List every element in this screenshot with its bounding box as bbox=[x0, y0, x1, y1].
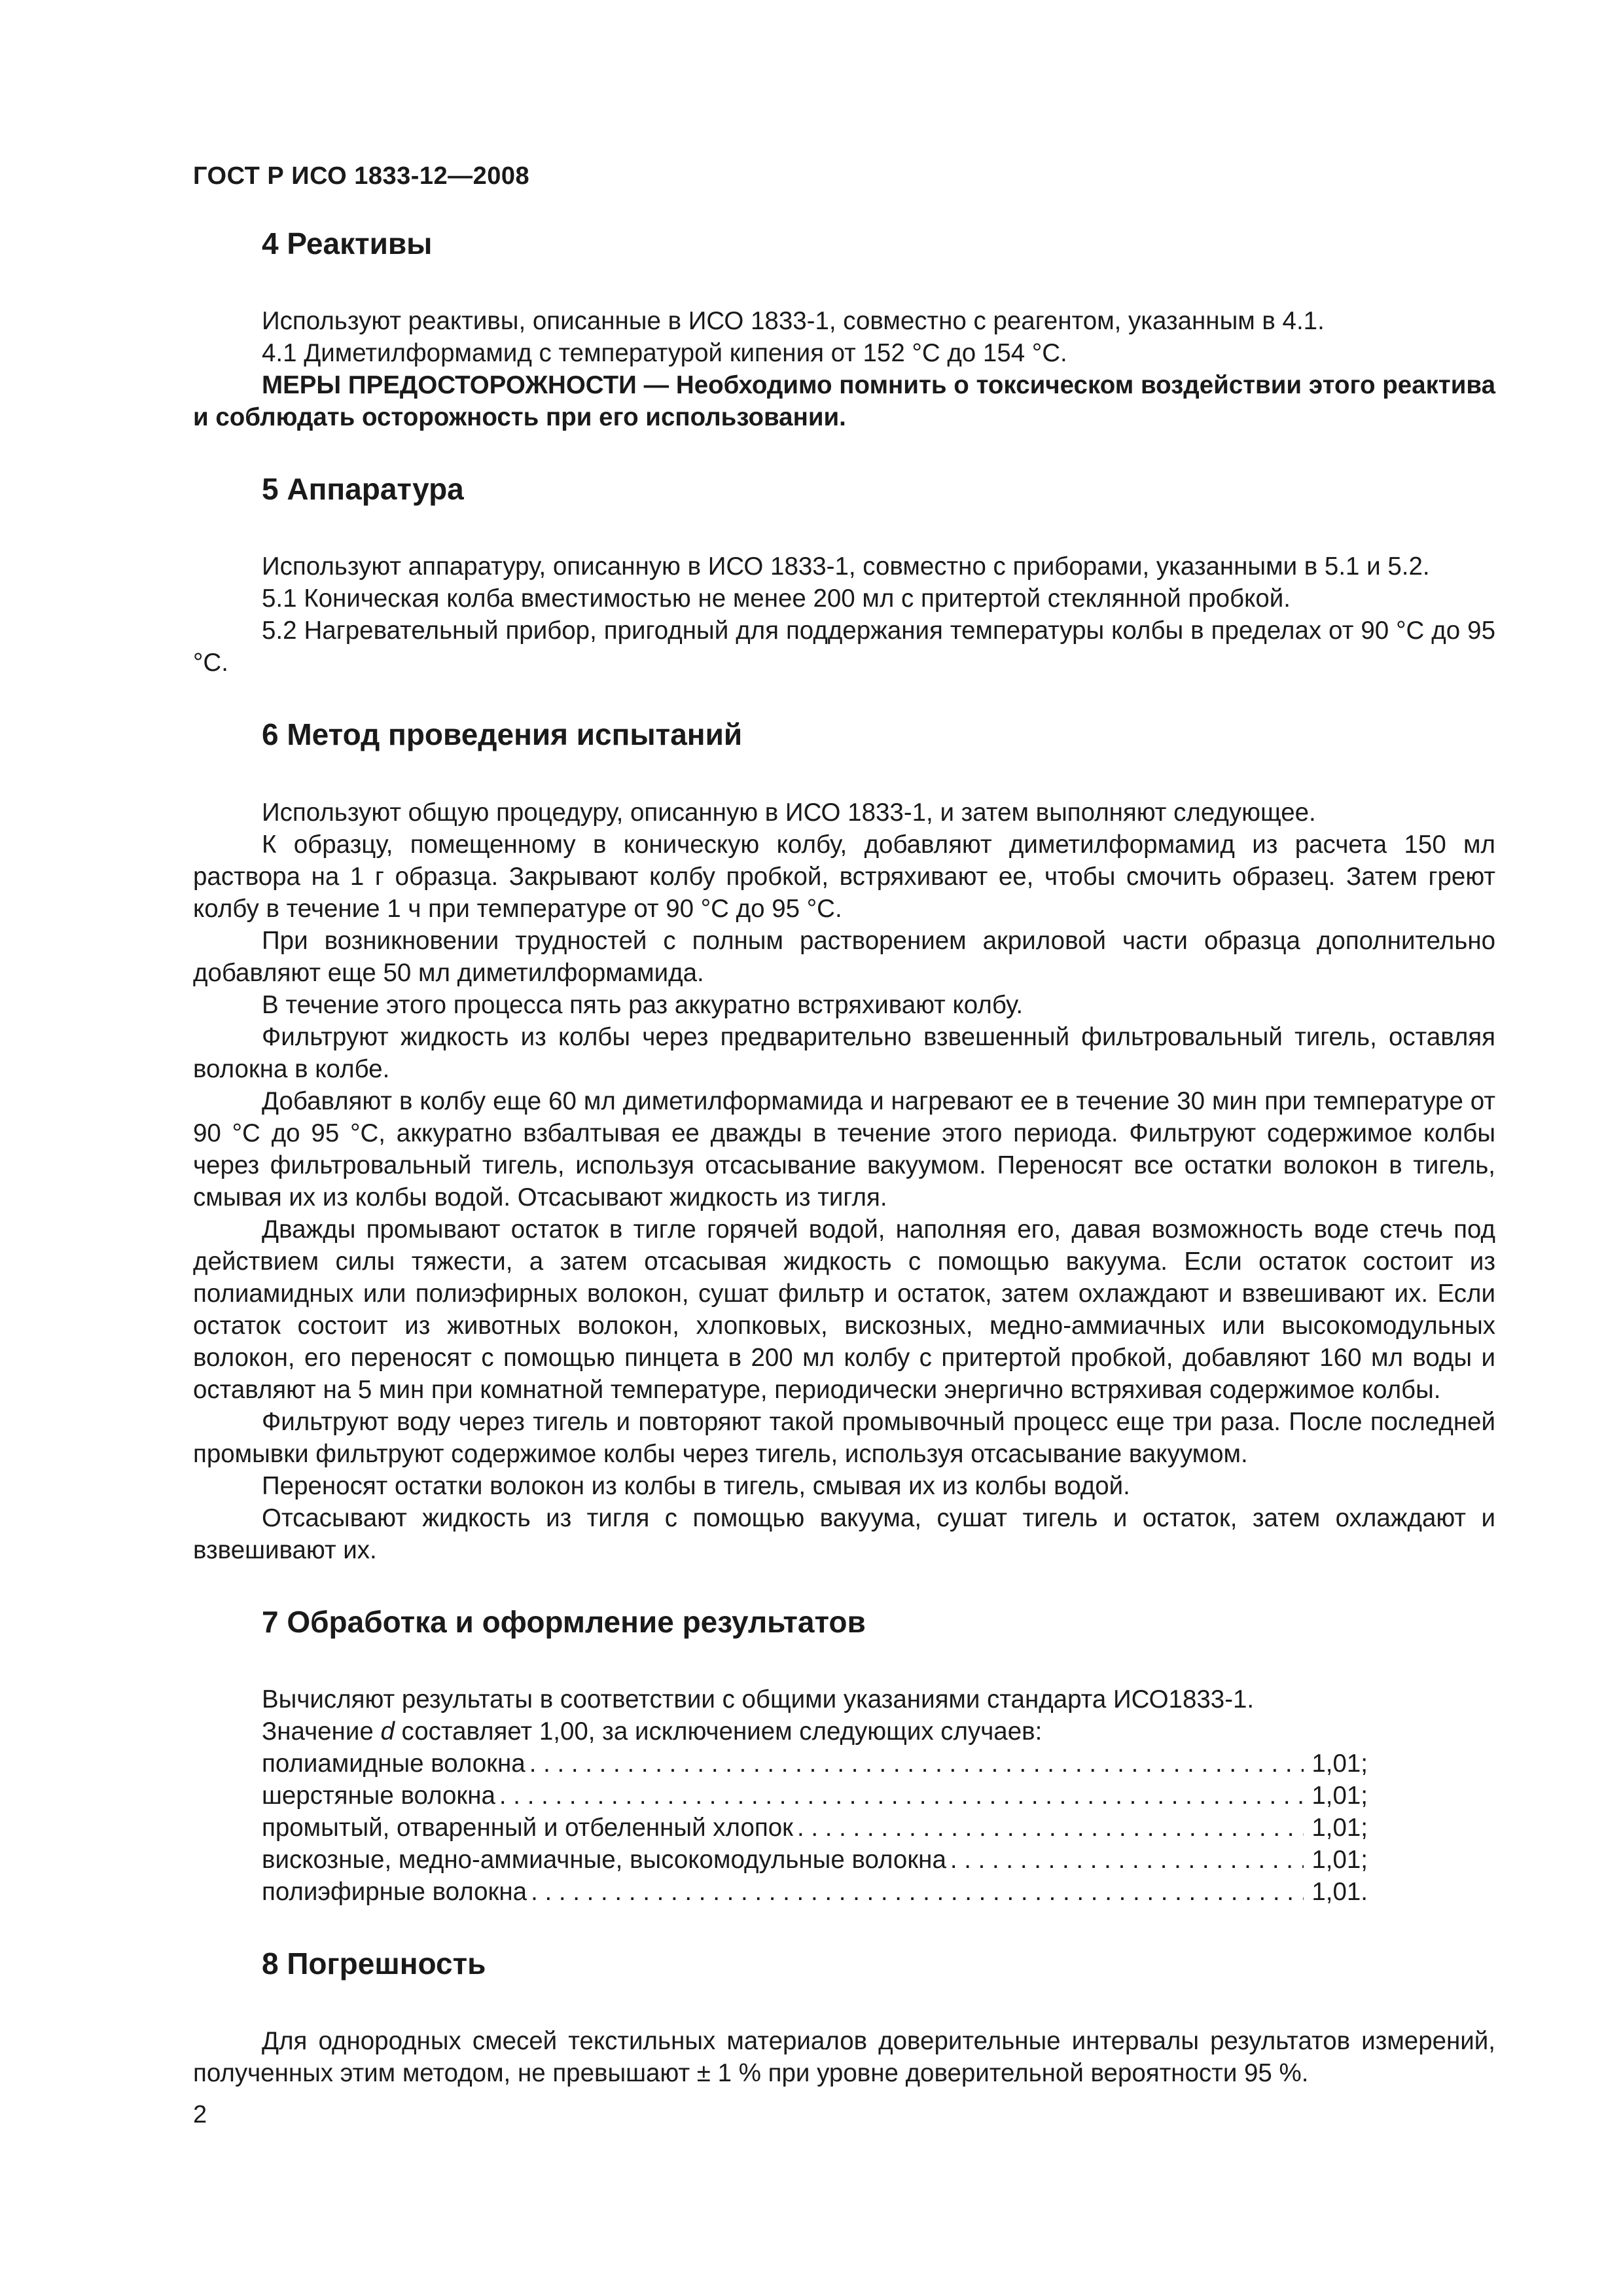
coefficient-value: 1,01. bbox=[1311, 1877, 1368, 1906]
paragraph: Фильтруют воду через тигель и повторяют такой промывочный процесс еще три раза. После последней промывки фильтруют содержимое колбы через тигель, используя отсасывание вакуумом. bbox=[193, 1407, 1495, 1468]
coefficient-value: 1,01; bbox=[1311, 1749, 1368, 1778]
paragraph: 4.1 Диметилформамид с температурой кипения от 152 °С до 154 °С. bbox=[262, 339, 1067, 368]
leader-dots bbox=[946, 1844, 1304, 1876]
coefficient-list bbox=[193, 1748, 1495, 1908]
fiber-label: шерстяные волокна bbox=[262, 1781, 495, 1810]
section-apparatus bbox=[193, 471, 1495, 679]
coefficient-value: 1,01; bbox=[1311, 1781, 1368, 1810]
paragraph: Используют общую процедуру, описанную в ИСО 1833-1, и затем выполняют следующее. bbox=[262, 798, 1316, 827]
document-code-header: ГОСТ Р ИСО 1833-12—2008 bbox=[193, 162, 530, 190]
paragraph: При возникновении трудностей с полным растворением акриловой части образца дополнительно добавляют еще 50 мл диметилформамида. bbox=[193, 926, 1495, 987]
leader-dots bbox=[526, 1748, 1304, 1780]
list-item bbox=[262, 1748, 1368, 1780]
paragraph: Отсасывают жидкость из тигля с помощью вакуума, сушат тигель и остаток, затем охлаждают и взвешивают их. bbox=[193, 1503, 1495, 1564]
list-item bbox=[262, 1812, 1368, 1844]
d-value-intro bbox=[193, 1715, 1495, 1748]
section-results bbox=[193, 1604, 1495, 1908]
paragraph: Добавляют в колбу еще 60 мл диметилформамида и нагревают ее в течение 30 мин при температуре от 90 °С до 95 °С, аккуратно взбалтывая ее дважды в течение этого периода. Фильтруют содержимое колбы через фильтровальный тигель, используя отсасывание вакуумом. Переносят все остатки волокон в тигель, смывая их из колбы водой. Отсасывают жидкость из тигля. bbox=[193, 1086, 1495, 1211]
coefficient-value: 1,01; bbox=[1311, 1813, 1368, 1842]
section-title: 4 Реактивы bbox=[262, 226, 433, 260]
list-item bbox=[262, 1844, 1368, 1876]
section-title: 5 Аппаратура bbox=[262, 472, 464, 507]
section-accuracy bbox=[193, 1946, 1495, 2089]
paragraph: 5.2 Нагревательный прибор, пригодный для поддержания температуры колбы в пределах от 90 °С до 95 °С. bbox=[193, 617, 1495, 677]
fiber-label: вискозные, медно-аммиачные, высокомодульные волокна bbox=[262, 1845, 946, 1874]
list-item bbox=[262, 1780, 1368, 1812]
section-title: 6 Метод проведения испытаний bbox=[262, 717, 743, 752]
paragraph: Фильтруют жидкость из колбы через предварительно взвешенный фильтровальный тигель, оставляя волокна в колбе. bbox=[193, 1022, 1495, 1083]
paragraph: Используют аппаратуру, описанную в ИСО 1833-1, совместно с приборами, указанными в 5.1 и 5.2. bbox=[262, 552, 1430, 581]
coefficient-value: 1,01; bbox=[1311, 1845, 1368, 1874]
leader-dots bbox=[495, 1780, 1304, 1812]
leader-dots bbox=[793, 1812, 1304, 1844]
fiber-label: полиамидные волокна bbox=[262, 1749, 526, 1778]
section-reagents bbox=[193, 226, 1495, 433]
paragraph: К образцу, помещенному в коническую колбу, добавляют диметилформамид из расчета 150 мл раствора на 1 г образца. Закрывают колбу пробкой, встряхивают ее, чтобы смочить образец. Затем греют колбу в течение 1 ч при температуре от 90 °С до 95 °С. bbox=[193, 830, 1495, 923]
paragraph: 5.1 Коническая колба вместимостью не менее 200 мл с притертой стеклянной пробкой. bbox=[262, 584, 1291, 613]
fiber-label: промытый, отваренный и отбеленный хлопок bbox=[262, 1813, 793, 1842]
paragraph: В течение этого процесса пять раз аккуратно встряхивают колбу. bbox=[262, 990, 1024, 1019]
paragraph: Дважды промывают остаток в тигле горячей водой, наполняя его, давая возможность воде стечь под действием силы тяжести, а затем отсасывая жидкость с помощью вакуума. Если остаток состоит из полиамидных или полиэфирных волокон, сушат фильтр и остаток, затем охлаждают и взвешивают их. Если остаток состоит из животных волокон, хлопковых, вискозных, медно-аммиачных или высокомодульных волокон, его переносят с помощью пинцета в 200 мл колбу с притертой пробкой, добавляют 160 мл воды и оставляют на 5 мин при комнатной температуре, периодически энергично встряхивая содержимое колбы. bbox=[193, 1215, 1495, 1404]
safety-warning: МЕРЫ ПРЕДОСТОРОЖНОСТИ — Необходимо помнить о токсическом воздействии этого реактива и соблюдать осторожность при его использовании. bbox=[193, 371, 1495, 432]
d-symbol: d bbox=[380, 1717, 395, 1746]
paragraph: Используют реактивы, описанные в ИСО 1833-1, совместно с реагентом, указанным в 4.1. bbox=[262, 307, 1325, 336]
paragraph: Для однородных смесей текстильных материалов доверительные интервалы результатов измерений, полученных этим методом, не превышают ± 1 % при уровне доверительной вероятности 95 %. bbox=[193, 2026, 1495, 2087]
document-body bbox=[193, 226, 1495, 2089]
fiber-label: полиэфирные волокна bbox=[262, 1877, 527, 1906]
page-number: 2 bbox=[193, 2101, 207, 2128]
d-intro-before: Значение bbox=[262, 1717, 381, 1746]
section-title: 8 Погрешность bbox=[262, 1946, 486, 1981]
paragraph: Переносят остатки волокон из колбы в тигель, смывая их из колбы водой. bbox=[262, 1471, 1130, 1500]
d-intro-after: составляет 1,00, за исключением следующих случаев: bbox=[394, 1717, 1043, 1746]
section-title: 7 Обработка и оформление результатов bbox=[262, 1604, 866, 1639]
paragraph: Вычисляют результаты в соответствии с общими указаниями стандарта ИСО1833-1. bbox=[262, 1685, 1255, 1713]
section-test-method bbox=[193, 717, 1495, 1566]
leader-dots bbox=[527, 1876, 1304, 1908]
list-item bbox=[262, 1876, 1368, 1908]
